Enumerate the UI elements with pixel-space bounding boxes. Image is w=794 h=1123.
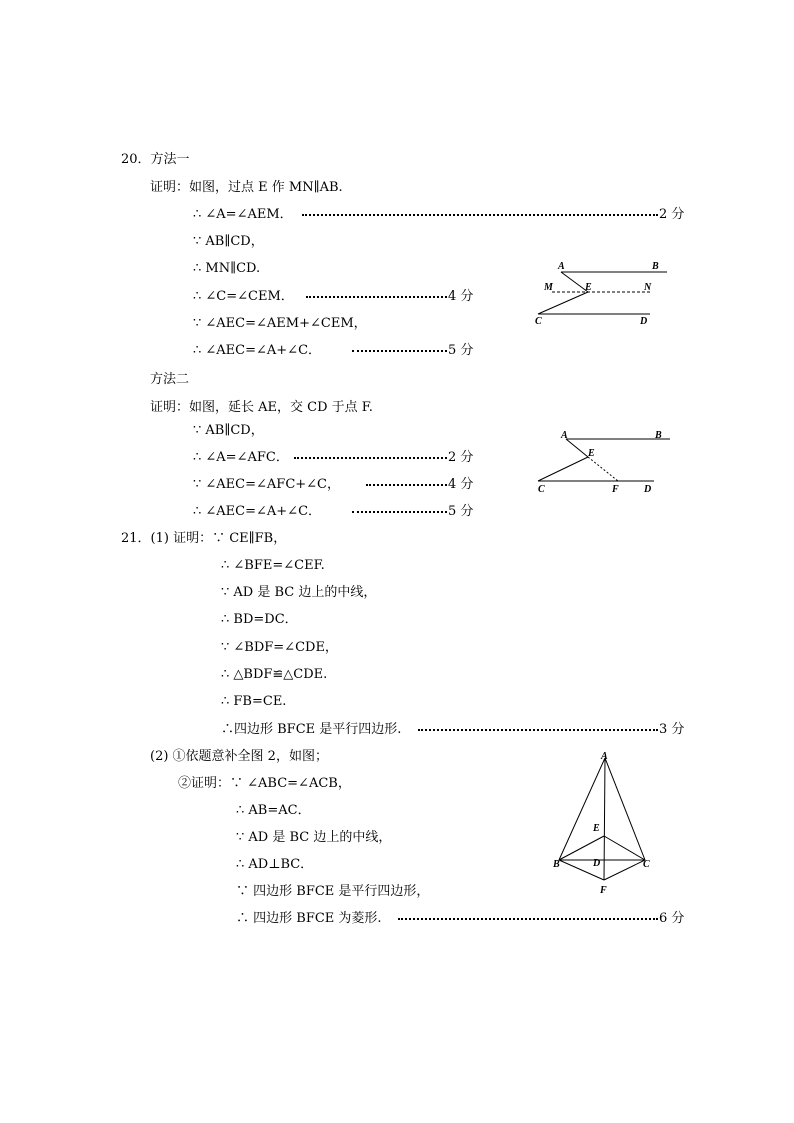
q21-p1-line-6: ∴ FB=CE. <box>221 694 287 709</box>
m1-score-3: 5 分 <box>448 343 474 358</box>
segment-ab <box>559 758 605 860</box>
label-f: F <box>612 484 619 495</box>
q21-p2-line-1: ②证明：∵ ∠ABC=∠ACB， <box>178 776 351 791</box>
q20-number: 20． <box>121 152 151 167</box>
q21-p1-line-2: ∵ AD 是 BC 边上的中线， <box>221 585 377 600</box>
dot-leader <box>418 729 658 731</box>
label-c: C <box>643 859 650 870</box>
m1-line-0: 证明：如图，过点 E 作 MN∥AB. <box>150 180 343 195</box>
q20-header <box>121 152 190 168</box>
segment-be <box>559 836 604 860</box>
q21-p1-line-4: ∵ ∠BDF=∠CDE， <box>221 640 338 655</box>
dot-leader <box>352 511 447 513</box>
label-a: A <box>561 430 568 441</box>
segment-af <box>604 758 605 880</box>
label-f: F <box>600 885 607 896</box>
figure-parallel-mn <box>530 256 675 328</box>
figure-rhombus <box>548 748 660 896</box>
dot-leader <box>366 484 447 486</box>
label-c: C <box>535 316 542 327</box>
q21-p2-score: 6 分 <box>659 911 685 926</box>
q21-p2-line-6: ∴ 四边形 BFCE 为菱形. <box>236 911 382 926</box>
label-d: D <box>644 484 652 495</box>
label-d: D <box>640 316 648 327</box>
q21-p1-line-3: ∴ BD=DC． <box>221 612 298 627</box>
m1-line-1: ∴ ∠A=∠AEM． <box>193 207 293 222</box>
segment-ec <box>538 292 588 314</box>
m1-line-4: ∴ ∠C=∠CEM． <box>193 289 294 304</box>
m2-line-4: ∴ ∠AEC=∠A+∠C． <box>193 504 322 519</box>
m1-line-2: ∵ AB∥CD， <box>193 234 264 249</box>
segment-ae <box>561 272 588 292</box>
m1-score-1: 2 分 <box>659 207 685 222</box>
segment-ef-dashed <box>588 457 618 481</box>
segment-ac <box>605 758 645 860</box>
label-b: B <box>553 859 560 870</box>
label-m: M <box>544 282 553 293</box>
dot-leader <box>294 457 447 459</box>
label-c: C <box>538 484 545 495</box>
label-a: A <box>558 261 565 272</box>
method2-title: 方法二 <box>150 372 190 387</box>
label-b: B <box>652 261 659 272</box>
segment-ec <box>604 836 645 860</box>
label-e: E <box>593 823 600 834</box>
m2-score-2: 4 分 <box>448 477 474 492</box>
q21-p2-line-3: ∵ AD 是 BC 边上的中线， <box>236 830 392 845</box>
label-b: B <box>655 430 662 441</box>
q21-p2-line-2: ∴ AB=AC． <box>236 803 311 818</box>
m2-score-1: 2 分 <box>448 450 474 465</box>
label-n: N <box>644 282 652 293</box>
m1-line-6: ∴ ∠AEC=∠A+∠C． <box>193 343 322 358</box>
m2-score-3: 5 分 <box>448 504 474 519</box>
m2-line-3: ∵ ∠AEC=∠AFC+∠C， <box>193 477 340 492</box>
dot-leader <box>302 214 658 216</box>
label-d: D <box>593 858 601 869</box>
dot-leader <box>306 296 447 298</box>
segment-ae <box>566 439 588 457</box>
segment-fc <box>604 860 645 880</box>
m2-line-0: 证明：如图，延长 AE，交 CD 于点 F. <box>150 400 373 415</box>
m1-line-3: ∴ MN∥CD. <box>193 261 261 276</box>
method1-title: 方法一 <box>150 152 190 167</box>
m1-score-2: 4 分 <box>448 289 474 304</box>
label-e: E <box>588 448 595 459</box>
m2-line-1: ∵ AB∥CD， <box>193 423 264 438</box>
label-e: E <box>585 282 592 293</box>
dot-leader <box>398 918 658 920</box>
q21-p2-line-4: ∴ AD⊥BC． <box>236 857 314 872</box>
m2-line-2: ∴ ∠A=∠AFC． <box>193 450 289 465</box>
q21-p1-line-7: ∴四边形 BFCE 是平行四边形. <box>221 722 402 737</box>
q21-p1-line-5: ∴ △BDF≌△CDE. <box>221 667 328 682</box>
q21-p1-line-0: 21．(1) 证明：∵ CE∥FB， <box>121 531 287 546</box>
q21-p2-line-5: ∵ 四边形 BFCE 是平行四边形， <box>236 884 430 899</box>
dot-leader <box>352 350 447 352</box>
q21-p2-line-0: (2) ①依题意补全图 2，如图； <box>150 749 328 764</box>
figure-extend-ae <box>530 425 675 497</box>
label-a: A <box>601 751 608 762</box>
segment-ec <box>538 457 588 481</box>
q21-p1-score: 3 分 <box>659 722 685 737</box>
q21-p1-line-1: ∴ ∠BFE=∠CEF. <box>221 558 325 573</box>
m1-line-5: ∵ ∠AEC=∠AEM+∠CEM， <box>193 316 367 331</box>
